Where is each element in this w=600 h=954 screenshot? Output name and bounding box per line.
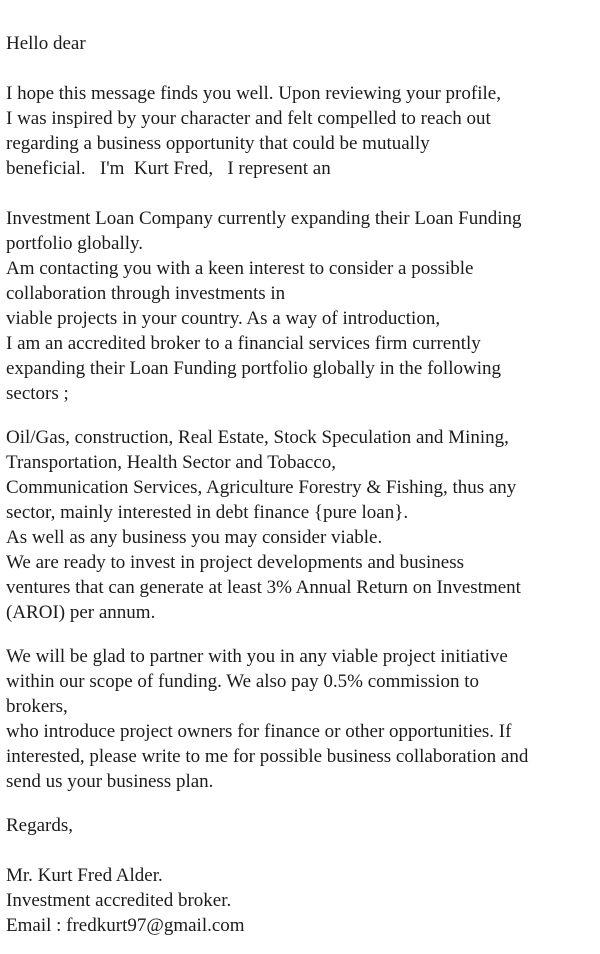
text-line: portfolio globally.: [6, 233, 144, 254]
text-line: interested, please write to me for possible business collaboration and: [6, 746, 529, 767]
greeting-paragraph: [6, 31, 600, 56]
text-line: regarding a business opportunity that could be mutually: [6, 133, 430, 154]
closing-line: Regards,: [6, 815, 74, 836]
text-line: We will be glad to partner with you in any viable project initiative: [6, 646, 508, 667]
text-line: sector, mainly interested in debt finance {pure loan}.: [6, 502, 409, 523]
text-line: I was inspired by your character and felt compelled to reach out: [6, 108, 491, 129]
text-line: collaboration through investments in: [6, 283, 286, 304]
text-line: expanding their Loan Funding portfolio globally in the following: [6, 358, 501, 379]
text-line: I hope this message finds you well. Upon reviewing your profile,: [6, 83, 501, 104]
text-line: who introduce project owners for finance or other opportunities. If: [6, 721, 512, 742]
intro-paragraph: [6, 81, 600, 181]
text-line: We are ready to invest in project developments and business: [6, 552, 465, 573]
text-line: ventures that can generate at least 3% Annual Return on Investment: [6, 577, 521, 598]
greeting-line: Hello dear: [6, 33, 86, 54]
blank-line: [6, 56, 600, 81]
blank-line: [6, 181, 600, 206]
signature-block: [6, 863, 600, 938]
text-line: Am contacting you with a keen interest to consider a possible: [6, 258, 474, 279]
closing-paragraph: [6, 813, 600, 838]
text-line: I am an accredited broker to a financial services firm currently: [6, 333, 481, 354]
text-line: Investment Loan Company currently expanding their Loan Funding: [6, 208, 522, 229]
text-line: sectors ;: [6, 383, 69, 404]
text-line: brokers,: [6, 696, 68, 717]
text-line: beneficial. I'm Kurt Fred, I represent an: [6, 158, 331, 179]
blank-line: [6, 406, 600, 425]
blank-line: [6, 838, 600, 863]
text-line: send us your business plan.: [6, 771, 214, 792]
blank-line: [6, 625, 600, 644]
company-paragraph: [6, 206, 600, 406]
text-line: viable projects in your country. As a way of introduction,: [6, 308, 441, 329]
text-line: Oil/Gas, construction, Real Estate, Stock Speculation and Mining,: [6, 427, 509, 448]
sectors-paragraph: [6, 425, 600, 625]
text-line: within our scope of funding. We also pay 0.5% commission to: [6, 671, 480, 692]
text-line: (AROI) per annum.: [6, 602, 156, 623]
text-line: Transportation, Health Sector and Tobacco,: [6, 452, 337, 473]
signature-email: Email : fredkurt97@gmail.com: [6, 915, 245, 936]
blank-line: [6, 794, 600, 813]
signature-name: Mr. Kurt Fred Alder.: [6, 865, 163, 886]
text-line: As well as any business you may consider viable.: [6, 527, 383, 548]
offer-paragraph: [6, 644, 600, 794]
signature-title: Investment accredited broker.: [6, 890, 232, 911]
text-line: Communication Services, Agriculture Forestry & Fishing, thus any: [6, 477, 517, 498]
